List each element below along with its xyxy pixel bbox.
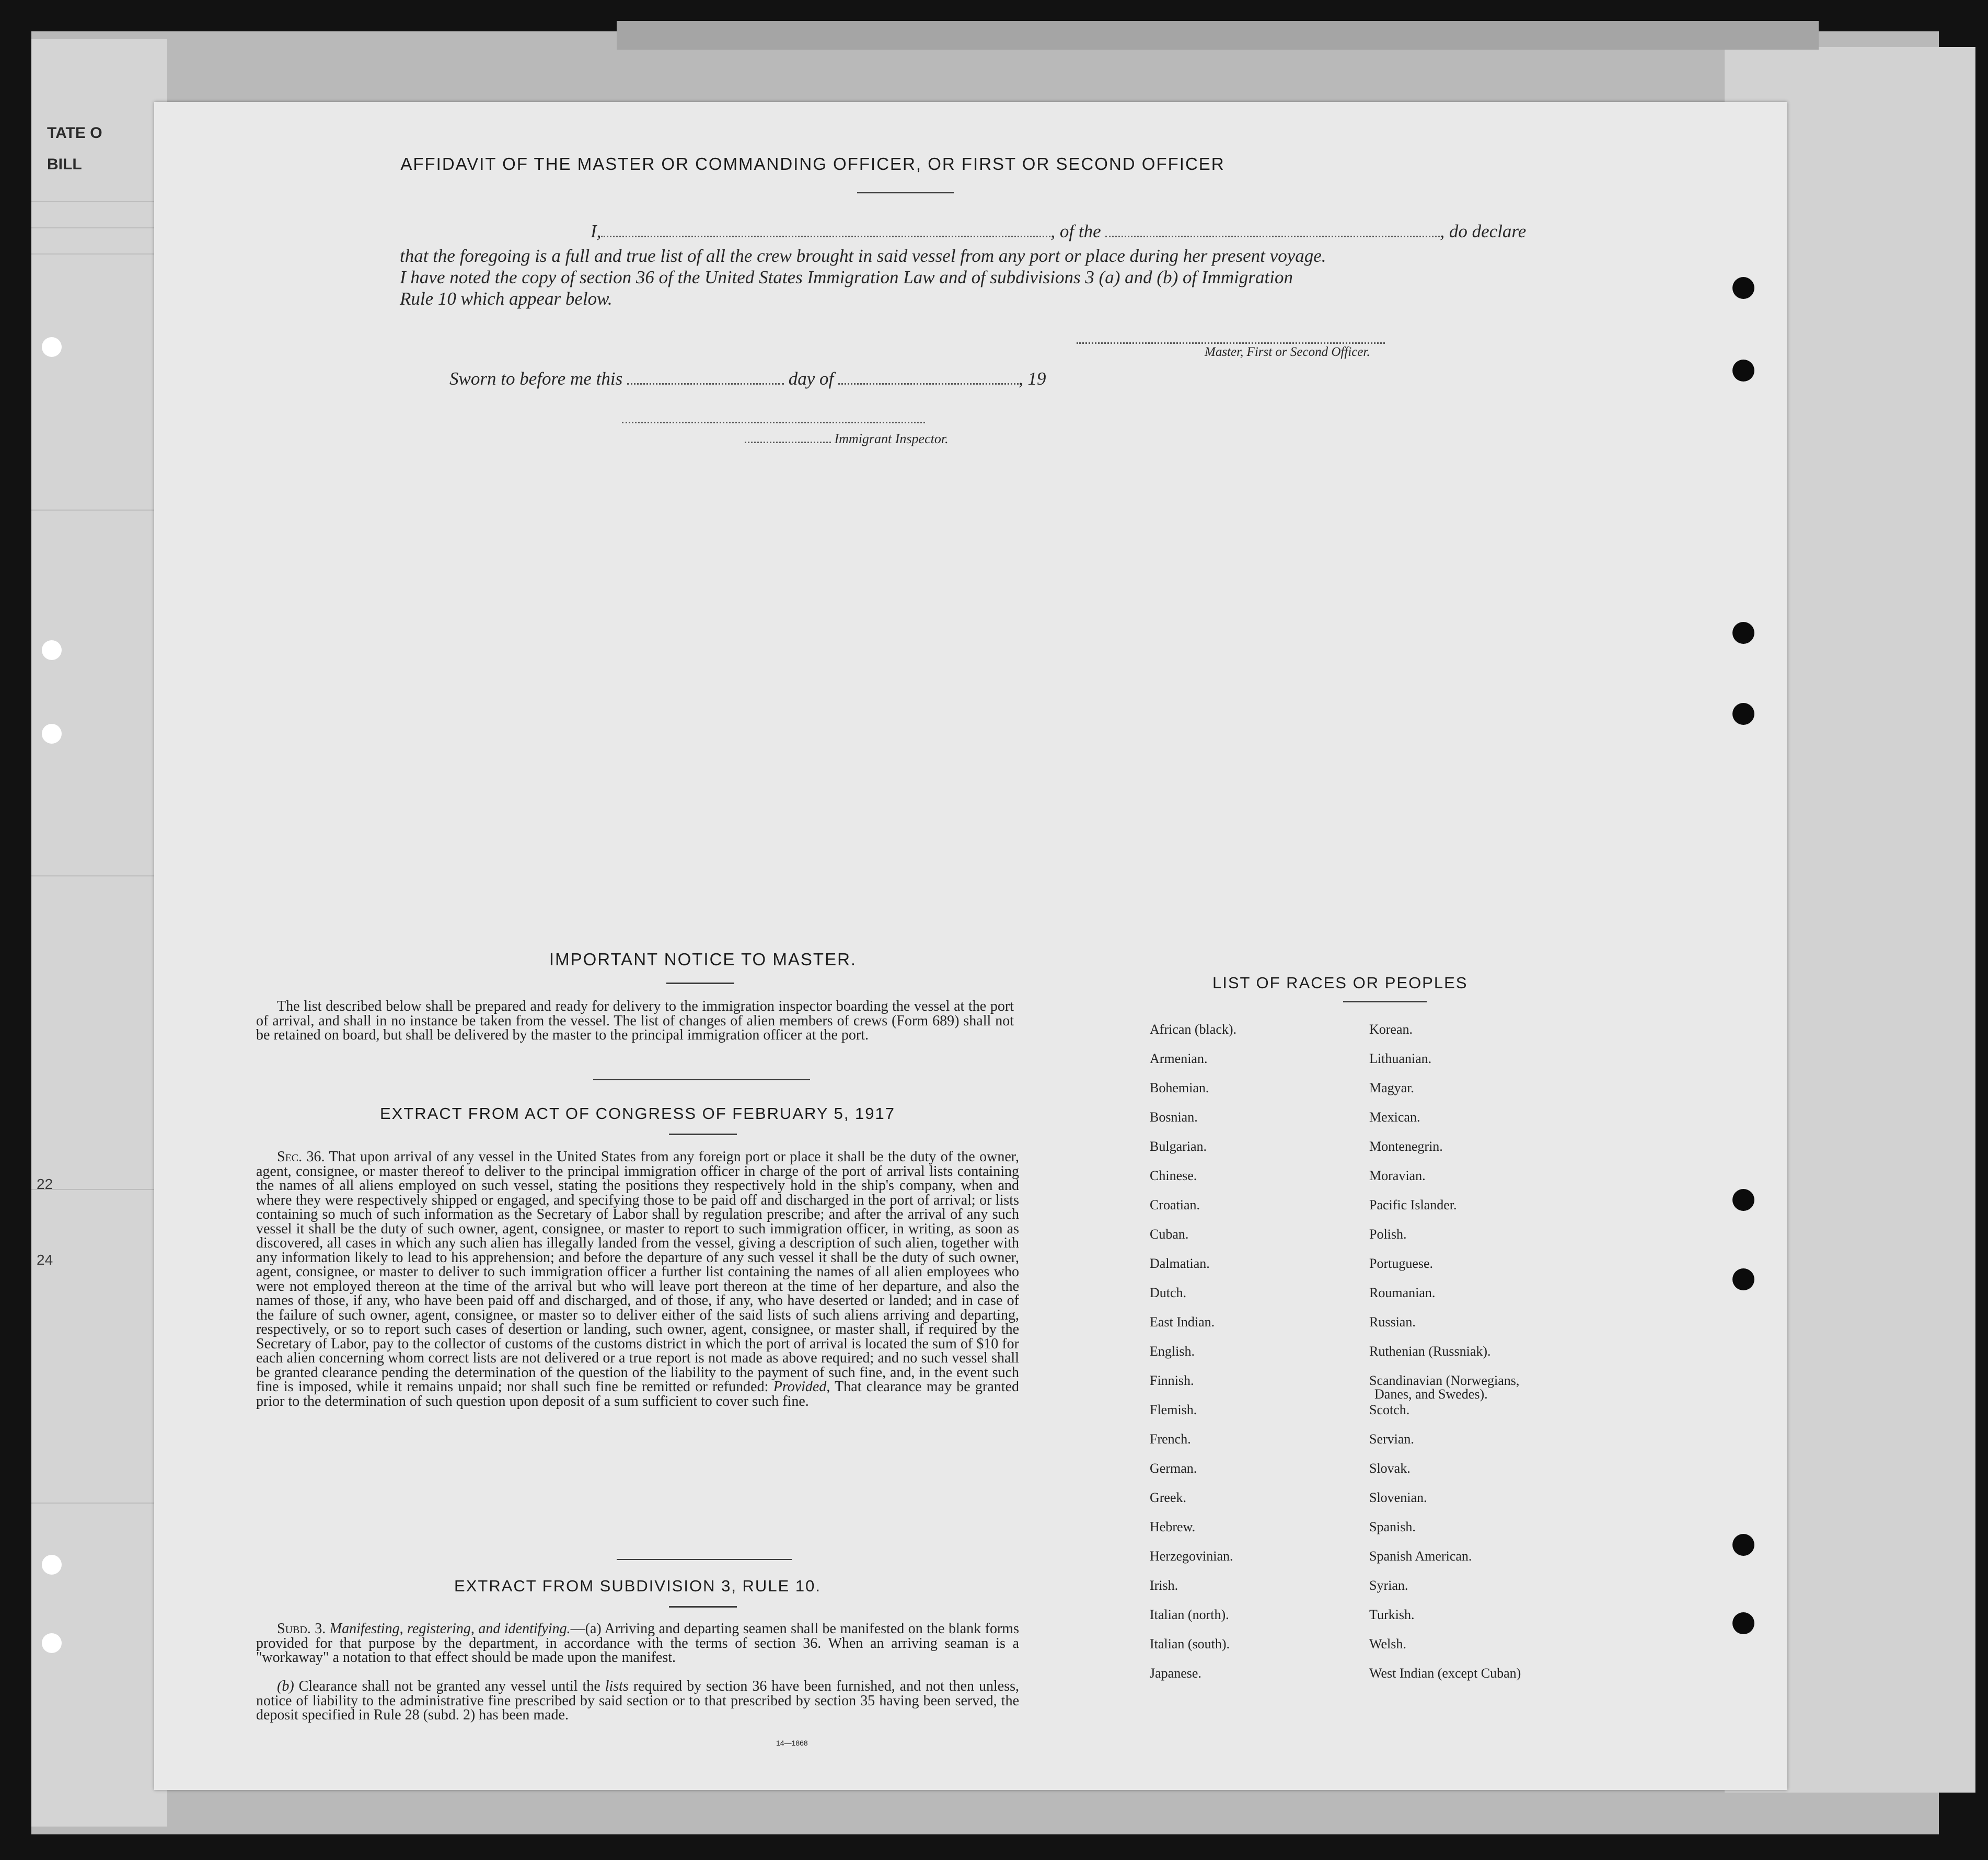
affidavit-title: AFFIDAVIT OF THE MASTER OR COMMANDING OFFICER, OR FIRST OR SECOND OFFICER (400, 154, 1225, 174)
race-item: Roumanian. (1369, 1285, 1436, 1300)
sworn-day-of: day of (788, 368, 834, 389)
race-item: Finnish. (1150, 1373, 1194, 1388)
race-item: Korean. (1369, 1022, 1413, 1037)
subd-label: Subd. 3. (277, 1621, 326, 1637)
race-item: Cuban. (1150, 1227, 1189, 1242)
race-item: Japanese. (1150, 1666, 1201, 1681)
punch-hole (1732, 1534, 1754, 1556)
top-background-strip (617, 21, 1819, 50)
punch-hole (1732, 277, 1754, 299)
para-b-text-post: required by section 36 have been furnished, and not then unless, notice of liability to the administrative fine prescribed by said section or to that prescribed by section 35 having been served, the deposit specified in Rule 28 (subd. 2) has been made. (256, 1678, 1019, 1723)
para-b-lists-word: lists (605, 1678, 629, 1694)
race-item: Spanish. (1369, 1519, 1416, 1534)
section-divider (617, 1559, 792, 1560)
name-blank (601, 236, 1050, 237)
left-sheet-number: 22 (37, 1176, 53, 1192)
race-item: Portuguese. (1369, 1256, 1434, 1271)
race-item: Polish. (1369, 1227, 1407, 1242)
race-item: Servian. (1369, 1431, 1414, 1447)
affidavit-line-3: I have noted the copy of section 36 of the United States Immigration Law and of subdivisions 3 (a) and (b) of Immigration (400, 267, 1293, 287)
month-blank (838, 383, 1019, 385)
punch-hole (1732, 1612, 1754, 1634)
race-item: Chinese. (1150, 1168, 1197, 1183)
races-title: LIST OF RACES OR PEOPLES (1212, 974, 1468, 992)
race-item: Spanish American. (1369, 1549, 1472, 1564)
signature-caption: Master, First or Second Officer. (1205, 345, 1370, 359)
subd-heading: Manifesting, registering, and identifying. (329, 1621, 571, 1637)
race-item: Armenian. (1150, 1051, 1208, 1066)
sworn-prefix: Sworn to before me this (449, 368, 623, 389)
race-item: West Indian (except Cuban) (1369, 1666, 1521, 1681)
inspector-line (622, 422, 925, 423)
left-sheet-print-line: BILL (47, 156, 82, 173)
title-underline (857, 192, 954, 193)
race-item: Syrian. (1369, 1578, 1408, 1593)
notice-underline (666, 983, 734, 984)
inspector-caption (745, 431, 949, 447)
race-item: Ruthenian (Russniak). (1369, 1344, 1491, 1359)
race-item: Scotch. (1369, 1402, 1410, 1417)
race-item: African (black). (1150, 1022, 1237, 1037)
race-item: Slovak. (1369, 1461, 1411, 1476)
affidavit-line-1 (447, 221, 1527, 242)
left-sheet-print (47, 118, 102, 180)
race-item: Irish. (1150, 1578, 1178, 1593)
race-item: Moravian. (1369, 1168, 1426, 1183)
para-a-label: —(a) (570, 1621, 602, 1637)
race-item: Turkish. (1369, 1607, 1415, 1622)
rule-extract-title: EXTRACT FROM SUBDIVISION 3, RULE 10. (454, 1577, 821, 1595)
sec-36-text-end: That clearance may be granted prior to the determination of such question upon deposit of a sum sufficient to cover such fine. (256, 1379, 1020, 1410)
rule-extract-para-b (256, 1679, 1019, 1723)
act-extract-underline (669, 1134, 737, 1135)
race-item: Croatian. (1150, 1197, 1200, 1212)
race-item: Pacific Islander. (1369, 1197, 1457, 1212)
race-item: Mexican. (1369, 1110, 1420, 1125)
race-item: Scandinavian (Norwegians, (1369, 1373, 1520, 1388)
affidavit-of-the-label: , of the (1050, 221, 1101, 241)
races-underline (1343, 1001, 1427, 1002)
race-item: Italian (south). (1150, 1636, 1230, 1651)
race-item: Magyar. (1369, 1080, 1414, 1095)
affidavit-i-label: I, (591, 221, 602, 241)
race-item: German. (1150, 1461, 1197, 1476)
race-item: Hebrew. (1150, 1519, 1196, 1534)
punch-hole (1732, 703, 1754, 725)
affidavit-line-4: Rule 10 which appear below. (400, 288, 612, 309)
race-item: East Indian. (1150, 1314, 1215, 1330)
inspector-blank (745, 442, 831, 443)
left-sheet-print-line: TATE O (47, 124, 102, 142)
race-item: Montenegrin. (1369, 1139, 1443, 1154)
rule-extract-para-a (256, 1622, 1019, 1665)
form-number: 14—1868 (776, 1739, 808, 1747)
race-item: Lithuanian. (1369, 1051, 1432, 1066)
provided-word: Provided, (773, 1379, 830, 1395)
race-item: Greek. (1150, 1490, 1187, 1505)
race-item: Bosnian. (1150, 1110, 1198, 1125)
signature-line (1077, 342, 1385, 344)
race-item: Welsh. (1369, 1636, 1406, 1651)
main-form-sheet (154, 102, 1787, 1790)
notice-title: IMPORTANT NOTICE TO MASTER. (549, 950, 857, 969)
race-item: Flemish. (1150, 1402, 1197, 1417)
left-underlying-sheet (31, 39, 167, 1827)
race-item: Slovenian. (1369, 1490, 1427, 1505)
inspector-caption-text: Immigrant Inspector. (834, 431, 949, 446)
race-item: Italian (north). (1150, 1607, 1229, 1622)
affidavit-line-2: that the foregoing is a full and true list of all the crew brought in said vessel from any port or place during her present voyage. (400, 246, 1326, 266)
day-blank (627, 383, 784, 385)
race-item: Bulgarian. (1150, 1139, 1207, 1154)
rule-extract-underline (669, 1606, 737, 1608)
vessel-blank (1105, 236, 1440, 237)
race-item: English. (1150, 1344, 1195, 1359)
punch-hole (1732, 360, 1754, 382)
sec-label: Sec. 36. (277, 1149, 325, 1165)
race-item: French. (1150, 1431, 1191, 1447)
race-item: Dalmatian. (1150, 1256, 1210, 1271)
notice-body: The list described below shall be prepared and ready for delivery to the immigration inspector boarding the vessel at the port of arrival, and shall in no instance be taken from the vessel. The list of changes of alien members of crews (Form 689) shall not be retained on board, but shall be delivered by the master to the principal immigration officer at the port. (256, 998, 1014, 1043)
punch-hole (1732, 622, 1754, 644)
para-b-label: (b) (277, 1678, 294, 1694)
para-a-text: Arriving and departing seamen shall be manifested on the blank forms provided for that purpose by the department, in accordance with the terms of section 36. When an arriving seaman is a "workaway" a notation to that effect should be made upon the manifest. (256, 1621, 1019, 1666)
affidavit-do-declare-label: , do declare (1440, 221, 1527, 241)
race-item: Russian. (1369, 1314, 1416, 1330)
sworn-year: , 19 (1018, 368, 1046, 389)
left-sheet-number: 24 (37, 1252, 53, 1268)
act-extract-body (256, 1150, 1019, 1408)
sec-36-text: That upon arrival of any vessel in the United States from any foreign port or place it shall be the duty of the owner, agent, consignee, or master thereof to deliver to the principal immigration officer in charge of the port of arrival lists containing the names of all aliens employed on such vessel, stating the positions they respectively hold in the ship's company, when and where they were respectively shipped or engaged, and specifying those to be paid off and discharged in the port of arrival; or lists containing so much of such information as the Secretary of Labor shall by regulation prescribe; and after the arrival of any such vessel it shall be the duty of such owner, agent, consignee, or master to report to such immigration officer, in writing, as soon as discovered, all cases in which any such alien has illegally landed from the vessel, giving a description of such alien, together with any information likely to lead to his apprehension; and before the departure of any such vessel it shall be the duty of such owner, agent, consignee, or master to deliver to such immigration officer a further list containing the names of all alien employees who were not employed thereon at the time of the arrival but who will leave port thereon at the time of her departure, and also the names of those, if any, who have been paid off and discharged, and of those, if any, who have deserted or landed; and in case of the failure of such owner, agent, consignee, or master so to deliver either of the said lists of such aliens arriving and departing, respectively, or so to report such cases of desertion or landing, such owner, agent, consignee, or master shall, if required by the Secretary of Labor, pay to the collector of customs of the customs district in which the port of arrival is located the sum of $10 for each alien concerning whom correct lists are not delivered or a true report is not made as above required; and no such vessel shall be granted clearance pending the determination of the question of the liability to the payment of such fine, and, in the event such fine is imposed, while it remains unpaid; nor shall such fine be remitted or refunded: (256, 1149, 1019, 1395)
punch-hole (1732, 1268, 1754, 1290)
race-item: Danes, and Swedes). (1374, 1387, 1488, 1402)
act-extract-title: EXTRACT FROM ACT OF CONGRESS OF FEBRUARY 5, 1917 (379, 1104, 896, 1123)
para-b-text-pre: Clearance shall not be granted any vessel until the (298, 1678, 600, 1694)
race-item: Bohemian. (1150, 1080, 1209, 1095)
race-item: Herzegovinian. (1150, 1549, 1233, 1564)
section-divider (593, 1079, 810, 1080)
sworn-line (449, 368, 1046, 389)
race-item: Dutch. (1150, 1285, 1187, 1300)
punch-hole (1732, 1189, 1754, 1211)
